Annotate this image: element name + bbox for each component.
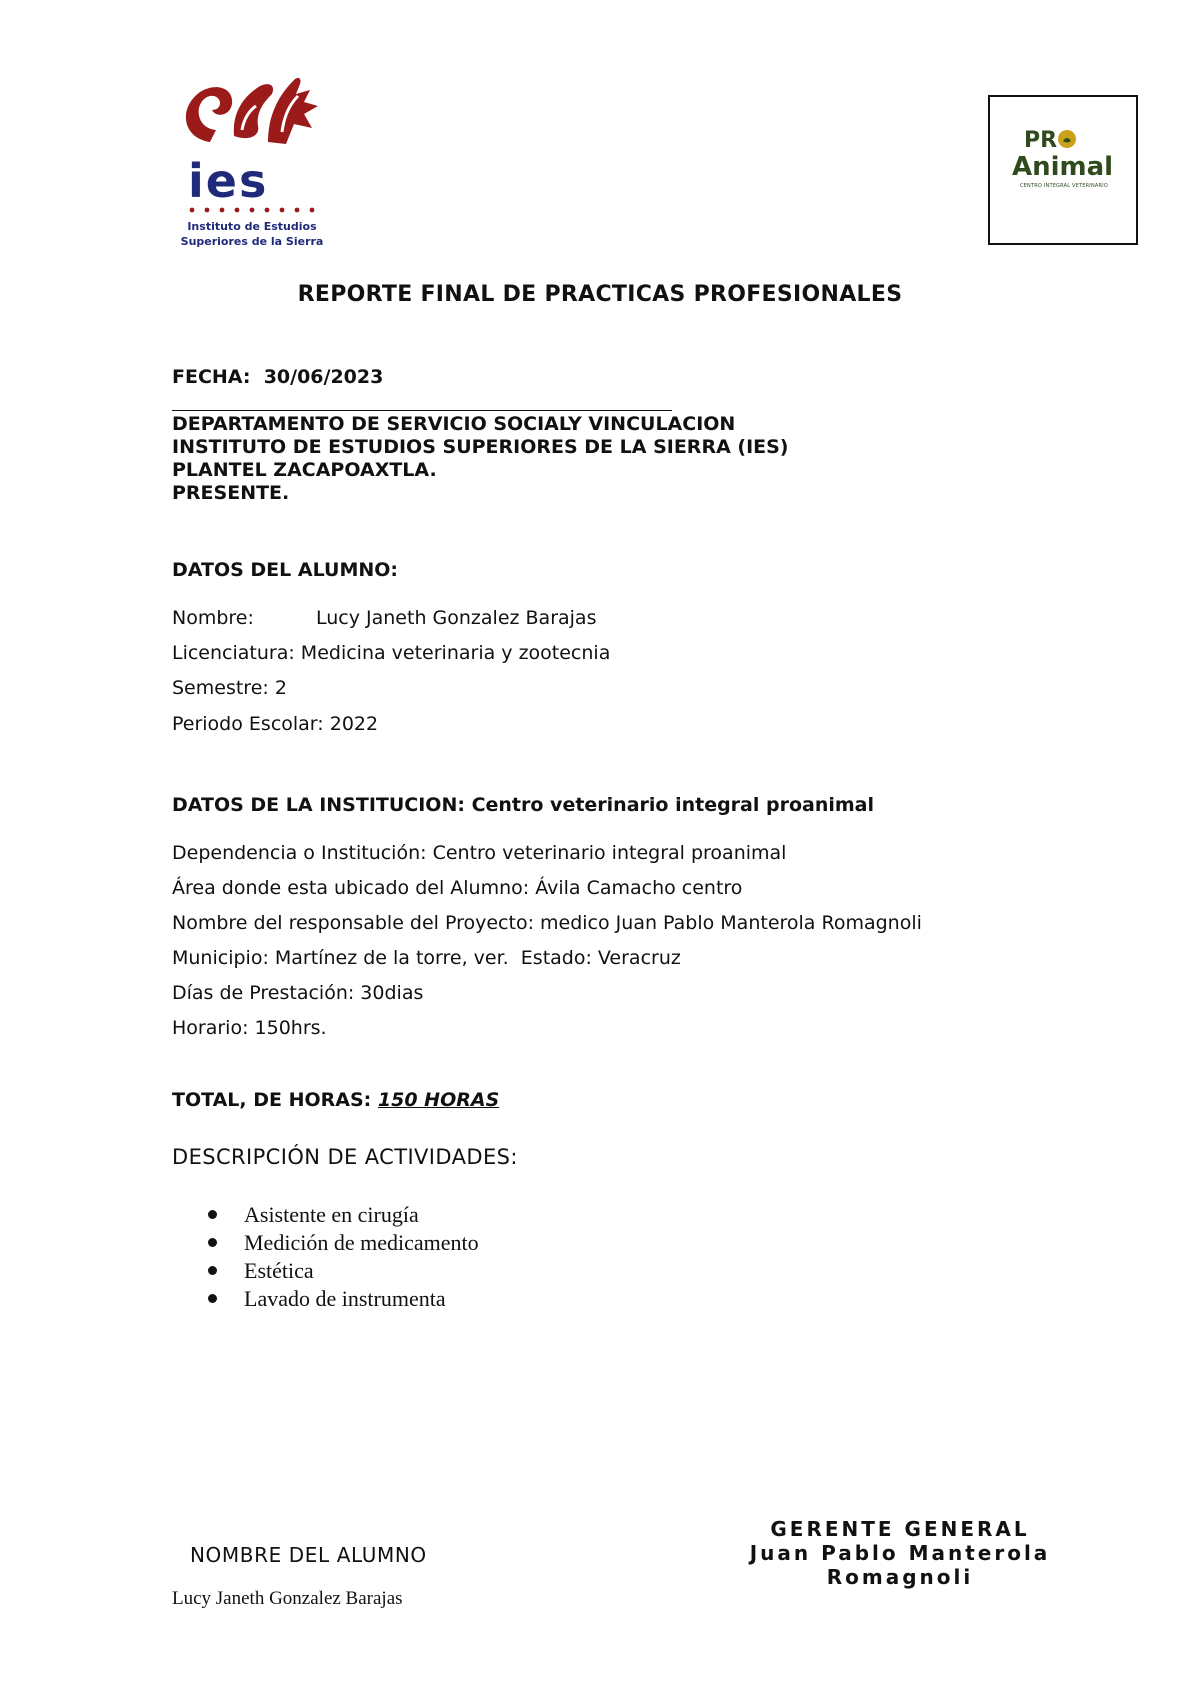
institucion-heading-value: Centro veterinario integral proanimal bbox=[471, 794, 875, 816]
proanimal-animal-text: Animal bbox=[1012, 152, 1114, 182]
bullet-icon bbox=[208, 1210, 217, 1219]
actividad-text: Asistente en cirugía bbox=[244, 1202, 419, 1227]
page-title: REPORTE FINAL DE PRACTICAS PROFESIONALES bbox=[297, 282, 903, 307]
institucion-horario: Horario: 150hrs. bbox=[172, 1017, 327, 1039]
institucion-heading bbox=[172, 794, 874, 816]
gerente-signature bbox=[720, 1517, 1080, 1589]
alumno-heading: DATOS DEL ALUMNO: bbox=[172, 559, 399, 581]
list-item bbox=[172, 1229, 479, 1257]
fecha-value: 30/06/2023 bbox=[263, 366, 384, 388]
actividades-list bbox=[172, 1201, 479, 1313]
institucion-heading-label: DATOS DE LA INSTITUCION: bbox=[172, 794, 465, 816]
institucion-dias: Días de Prestación: 30dias bbox=[172, 982, 424, 1004]
institucion-dependencia: Dependencia o Institución: Centro veterinario integral proanimal bbox=[172, 842, 787, 864]
total-horas-value: 150 HORAS bbox=[377, 1089, 500, 1111]
actividades-heading: DESCRIPCIÓN DE ACTIVIDADES: bbox=[172, 1145, 518, 1169]
alumno-licenciatura: Licenciatura: Medicina veterinaria y zootecnia bbox=[172, 642, 611, 664]
alumno-signature-name: Lucy Janeth Gonzalez Barajas bbox=[172, 1588, 403, 1609]
gerente-title: GERENTE GENERAL bbox=[770, 1517, 1030, 1541]
alumno-nombre-value: Lucy Janeth Gonzalez Barajas bbox=[316, 607, 597, 629]
actividad-text: Medición de medicamento bbox=[244, 1230, 479, 1255]
institucion-responsable: Nombre del responsable del Proyecto: medico Juan Pablo Manterola Romagnoli bbox=[172, 912, 922, 934]
recipient-line-2: INSTITUTO DE ESTUDIOS SUPERIORES DE LA SIERRA (IES) bbox=[172, 436, 789, 458]
ies-dots-icon bbox=[188, 206, 322, 214]
actividad-text: Lavado de instrumenta bbox=[244, 1286, 446, 1311]
divider-line bbox=[172, 410, 672, 411]
list-item bbox=[172, 1257, 479, 1285]
gerente-name-line2: Romagnoli bbox=[826, 1565, 974, 1589]
alumno-signature-label: NOMBRE DEL ALUMNO bbox=[190, 1543, 427, 1567]
alumno-nombre-label: Nombre: bbox=[172, 607, 254, 629]
recipient-block bbox=[172, 413, 789, 505]
alumno-periodo: Periodo Escolar: 2022 bbox=[172, 713, 379, 735]
ies-caption-line1: Instituto de Estudios bbox=[187, 220, 317, 233]
ies-emblem-icon bbox=[172, 72, 332, 156]
alumno-semestre: Semestre: 2 bbox=[172, 677, 287, 699]
ies-letters: ies bbox=[188, 154, 269, 208]
recipient-line-1: DEPARTAMENTO DE SERVICIO SOCIALY VINCULACION bbox=[172, 413, 736, 435]
bullet-icon bbox=[208, 1294, 217, 1303]
bullet-icon bbox=[208, 1266, 217, 1275]
total-horas-label: TOTAL, DE HORAS: bbox=[172, 1089, 372, 1111]
ies-caption-line2: Superiores de la Sierra bbox=[180, 235, 324, 248]
fecha-line bbox=[172, 366, 383, 389]
total-horas bbox=[172, 1089, 499, 1111]
proanimal-pro-label bbox=[1024, 129, 1076, 153]
actividad-text: Estética bbox=[244, 1258, 314, 1283]
bullet-icon bbox=[208, 1238, 217, 1247]
recipient-line-3: PLANTEL ZACAPOAXTLA. bbox=[172, 459, 437, 481]
ies-logo bbox=[172, 72, 332, 252]
institucion-municipio: Municipio: Martínez de la torre, ver. Estado: Veracruz bbox=[172, 947, 681, 969]
list-item bbox=[172, 1201, 479, 1229]
list-item bbox=[172, 1285, 479, 1313]
proanimal-tagline: CENTRO INTEGRAL VETERINARIO bbox=[1019, 183, 1108, 189]
recipient-line-4: PRESENTE. bbox=[172, 482, 290, 504]
fecha-label: FECHA: bbox=[172, 366, 251, 388]
gerente-name-line1: Juan Pablo Manterola bbox=[749, 1541, 1051, 1565]
proanimal-pro-text: PR bbox=[1024, 129, 1077, 153]
institucion-area: Área donde esta ubicado del Alumno: Ávila Camacho centro bbox=[172, 877, 743, 899]
proanimal-logo bbox=[988, 95, 1138, 245]
